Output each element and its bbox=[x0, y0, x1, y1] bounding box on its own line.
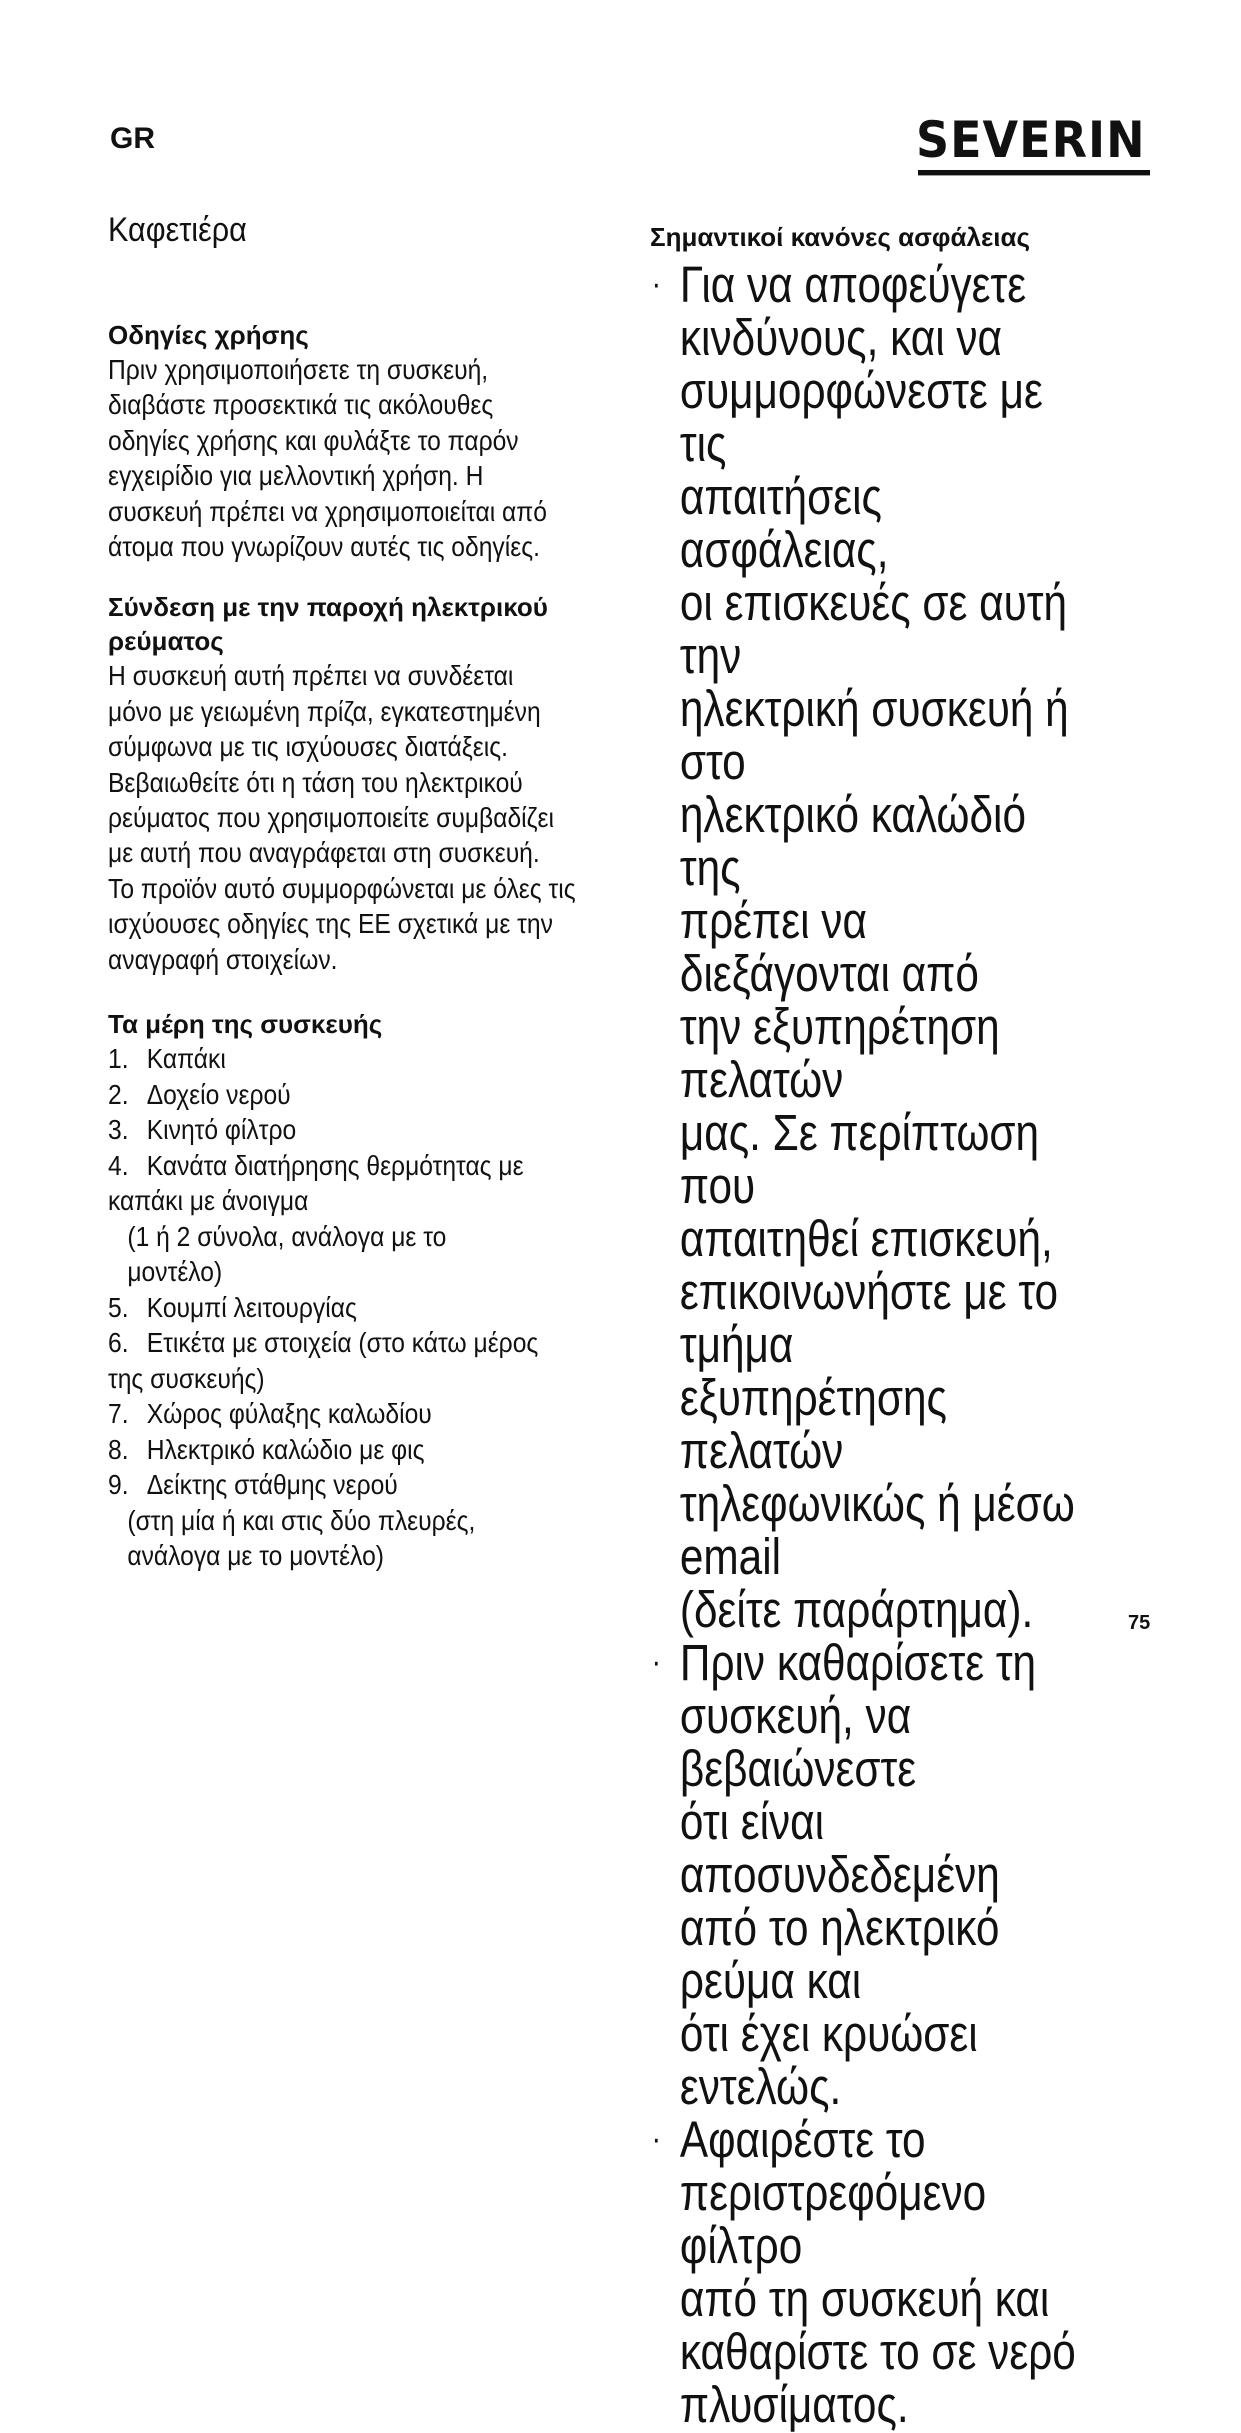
list-item: 8. Ηλεκτρικό καλώδιο με φις bbox=[108, 1433, 425, 1465]
connection-heading: Σύνδεση με την παροχή ηλεκτρικού ρεύματος bbox=[108, 592, 548, 657]
list-item: 2. Δοχείο νερού bbox=[108, 1078, 291, 1110]
list-item: 9. Δείκτης στάθμης νερού bbox=[108, 1469, 398, 1501]
list-item: 7. Χώρος φύλαξης καλωδίου bbox=[108, 1398, 432, 1430]
list-item-note: (1 ή 2 σύνολα, ανάλογα με το μοντέλο) bbox=[127, 1220, 447, 1288]
instructions-heading: Οδηγίες χρήσης bbox=[108, 320, 309, 350]
bullet-icon: · bbox=[651, 265, 662, 303]
list-item: 3. Κινητό φίλτρο bbox=[108, 1114, 297, 1146]
logo-underline bbox=[918, 170, 1150, 175]
right-column bbox=[650, 220, 1170, 2431]
list-item: 5. Κουμπί λειτουργίας bbox=[108, 1291, 357, 1323]
list-item: 1. Καπάκι bbox=[108, 1043, 226, 1075]
list-item: · Για να αποφεύγετε κινδύνους, και να συμμορφώνεστε με τις απαιτήσεις ασφάλειας, οι επισκευές σε αυτή την ηλεκτρική συσκευή ή στο ηλεκτρικό καλώδιό της πρέπει να διεξάγονται από την εξυπηρέτηση πελατών μας. Σε περίπτωση που απαιτηθεί επισκευή, επικοινωνήστε με το τμήμα εξυπηρέτησης πελατών τηλεφωνικώς ή μέσω email (δείτε παράρτημα). bbox=[651, 256, 1075, 1638]
list-item: · Πριν καθαρίσετε τη συσκευή, να βεβαιώνεστε ότι είναι αποσυνδεδεμένη από το ηλεκτρικό ρεύμα και ότι έχει κρυώσει εντελώς. bbox=[651, 1634, 1037, 2115]
language-code: GR bbox=[110, 122, 155, 155]
safety-rules-list bbox=[650, 258, 1170, 2431]
list-item: 4. Κανάτα διατήρησης θερμότητας με καπάκι με άνοιγμα bbox=[108, 1149, 524, 1217]
brand-logo bbox=[916, 110, 1152, 185]
connection-text: Η συσκευή αυτή πρέπει να συνδέεται μόνο με γειωμένη πρίζα, εγκατεστημένη σύμφωνα με τις ισχύουσες διατάξεις. Βεβαιωθείτε ότι η τάση του ηλεκτρικού ρεύματος που χρησιμοποιείτε συμβαδίζει με αυτή που αναγράφεται στη συσκευή. Το προϊόν αυτό συμμορφώνεται με όλες τις ισχύουσες οδηγίες της ΕΕ σχετικά με την αναγραφή στοιχείων. bbox=[108, 660, 576, 975]
page-title: Καφετιέρα bbox=[108, 211, 247, 249]
list-item: 6. Ετικέτα με στοιχεία (στο κάτω μέρος της συσκευής) bbox=[108, 1327, 539, 1394]
safety-heading: Σημαντικοί κανόνες ασφάλειας bbox=[650, 222, 1031, 252]
list-item-note: (στη μία ή και στις δύο πλευρές, ανάλογα με το μοντέλο) bbox=[127, 1504, 476, 1572]
instructions-text: Πριν χρησιμοποιήσετε τη συσκευή, διαβάστε προσεκτικά τις ακόλουθες οδηγίες χρήσης και φυλάξτε το παρόν εγχειρίδιο για μελλοντική χρήση. Η συσκευή πρέπει να χρησιμοποιείται από άτομα που γνωρίζουν αυτές τις οδηγίες. bbox=[108, 354, 548, 563]
bullet-icon: · bbox=[651, 2120, 662, 2158]
page-number: 75 bbox=[1128, 1612, 1151, 1634]
parts-heading: Τα μέρη της συσκευής bbox=[108, 1009, 383, 1040]
list-item: · Αφαιρέστε το περιστρεφόμενο φίλτρο από τη συσκευή και καθαρίστε το σε νερό πλυσίματος. bbox=[651, 2111, 1076, 2433]
brand-name: SEVERIN bbox=[916, 110, 1146, 169]
bullet-icon: · bbox=[651, 1643, 662, 1681]
parts-list bbox=[108, 1041, 601, 1574]
left-column bbox=[108, 210, 668, 1574]
